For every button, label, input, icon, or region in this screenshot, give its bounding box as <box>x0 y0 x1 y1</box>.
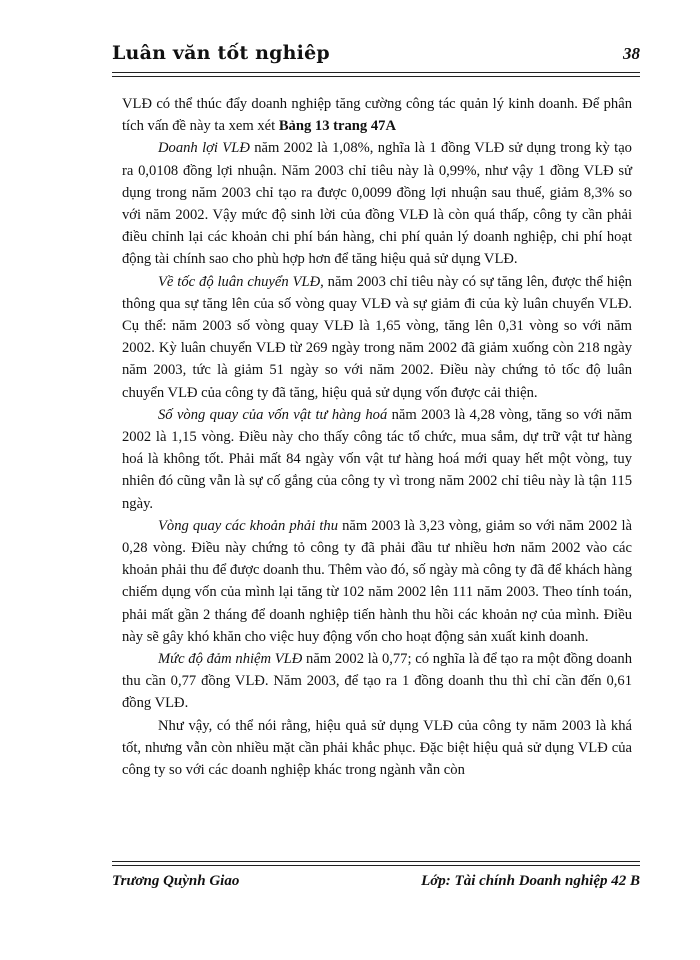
footer-rule-thick <box>112 865 640 866</box>
paragraph-intro-text: VLĐ có thể thúc đẩy doanh nghiệp tăng cường công tác quản lý kinh doanh. Để phân tích vấn đề này ta xem xét <box>122 96 632 135</box>
paragraph-text: , năm 2003 chỉ tiêu này có sự tăng lên, được thể hiện thông qua sự tăng lên của số vòng quay VLĐ và sự giảm đi của kỳ luân chuyển VLĐ. Cụ thể: năm 2003 số vòng quay VLĐ là 1,65 vòng, tăng lên 0,31 vòng so với năm 2002. Kỳ luân chuyển VLĐ từ 269 ngày trong năm 2002 đã giảm xuống còn 218 ngày năm 2003, tức là giảm 51 ngày so với năm 2002. Điều này chứng tỏ tốc độ luân chuyển VLĐ của công ty đã tăng, hiệu quả sử dụng vốn được cải thiện. <box>122 273 632 401</box>
paragraph-lead: Doanh lợi VLĐ <box>158 140 250 157</box>
header-title: Luân văn tốt nghiêp <box>112 42 330 64</box>
paragraph-text: năm 2002 là 0,77; có nghĩa là để tạo ra một đồng doanh thu cần 0,77 đồng VLĐ. Năm 2003, để tạo ra 1 đồng doanh thu thì chỉ cần đến 0,61 đồng VLĐ. <box>122 651 632 712</box>
page-header <box>112 42 640 72</box>
table-reference: Bảng 13 trang 47A <box>278 118 396 135</box>
paragraph-text: năm 2002 là 1,08%, nghĩa là 1 đồng VLĐ sử dụng trong kỳ tạo ra 0,0108 đồng lợi nhuận. Năm 2003 chỉ tiêu này là 0,99%, như vậy 1 đồng VLĐ sử dụng trong năm 2003 chỉ tạo ra được 0,0099 đồng lợi nhuận sau thuế, giảm 8,3% so với năm 2002. Vậy mức độ sinh lời của đồng VLĐ là còn quá thấp, công ty cần phải điều chỉnh lại các khoản chi phí bán hàng, chi phí quản lý doanh nghiệp, chi phí hoạt động tài chính sao cho phù hợp hơn để tăng hiệu quả sử dụng VLĐ. <box>122 140 632 268</box>
page-number: 38 <box>623 44 640 63</box>
page-footer <box>112 873 640 897</box>
footer-rule-thin <box>112 861 640 862</box>
paragraph-phai-thu <box>122 515 632 648</box>
footer-class: Lớp: Tài chính Doanh nghiệp 42 B <box>421 873 640 889</box>
paragraph-lead: Mức độ đảm nhiệm VLĐ <box>158 651 303 668</box>
paragraph-text: năm 2003 là 4,28 vòng, tăng so với năm 2002 là 1,15 vòng. Điều này cho thấy công tác tổ chức, mua sắm, dự trữ vật tư hàng hoá là không tốt. Phải mất 84 ngày vốn vật tư hàng hoá mới quay hết một vòng, tuy nhiên đó cũng vẫn là sự cố gắng của công ty vì trong năm 2002 chỉ tiêu này là tận 115 ngày. <box>122 406 632 512</box>
paragraph-text: năm 2003 là 3,23 vòng, giảm so với năm 2002 là 0,28 vòng. Điều này chứng tỏ công ty đã phải đầu tư nhiều hơn năm 2002 vào các khoản phải thu để được doanh thu. Thêm vào đó, số ngày mà công ty đã để khách hàng chiếm dụng vốn của mình lại tăng từ 102 năm 2002 lên 111 năm 2003. Theo tính toán, phải mất gần 2 tháng để doanh nghiệp tiến hành thu hồi các khoản nợ của mình. Điều này sẽ gây khó khăn cho việc huy động vốn cho hoạt động sản xuất kinh doanh. <box>122 517 632 645</box>
paragraph-toc-do <box>122 271 632 404</box>
paragraph-lead: Số vòng quay của vốn vật tư hàng hoá <box>158 406 388 423</box>
paragraph-lead: Về tốc độ luân chuyển VLĐ <box>158 273 321 290</box>
paragraph-intro <box>122 93 632 137</box>
footer-author: Trương Quỳnh Giao <box>112 873 240 889</box>
paragraph-lead: Vòng quay các khoản phải thu <box>158 517 338 534</box>
paragraph-doanh-loi <box>122 137 632 270</box>
body-text <box>122 93 632 781</box>
header-rule-thick <box>112 72 640 73</box>
paragraph-vat-tu <box>122 404 632 515</box>
header-rule-thin <box>112 76 640 77</box>
paragraph-dam-nhiem <box>122 648 632 715</box>
paragraph-ket-luan <box>122 715 632 782</box>
paragraph-text: Như vậy, có thể nói rằng, hiệu quả sử dụng VLĐ của công ty năm 2003 là khá tốt, nhưng vẫn còn nhiều mặt cần phải khắc phục. Đặc biệt hiệu quả sử dụng VLĐ của công ty so với các doanh nghiệp khác trong ngành vẫn còn <box>122 717 632 779</box>
